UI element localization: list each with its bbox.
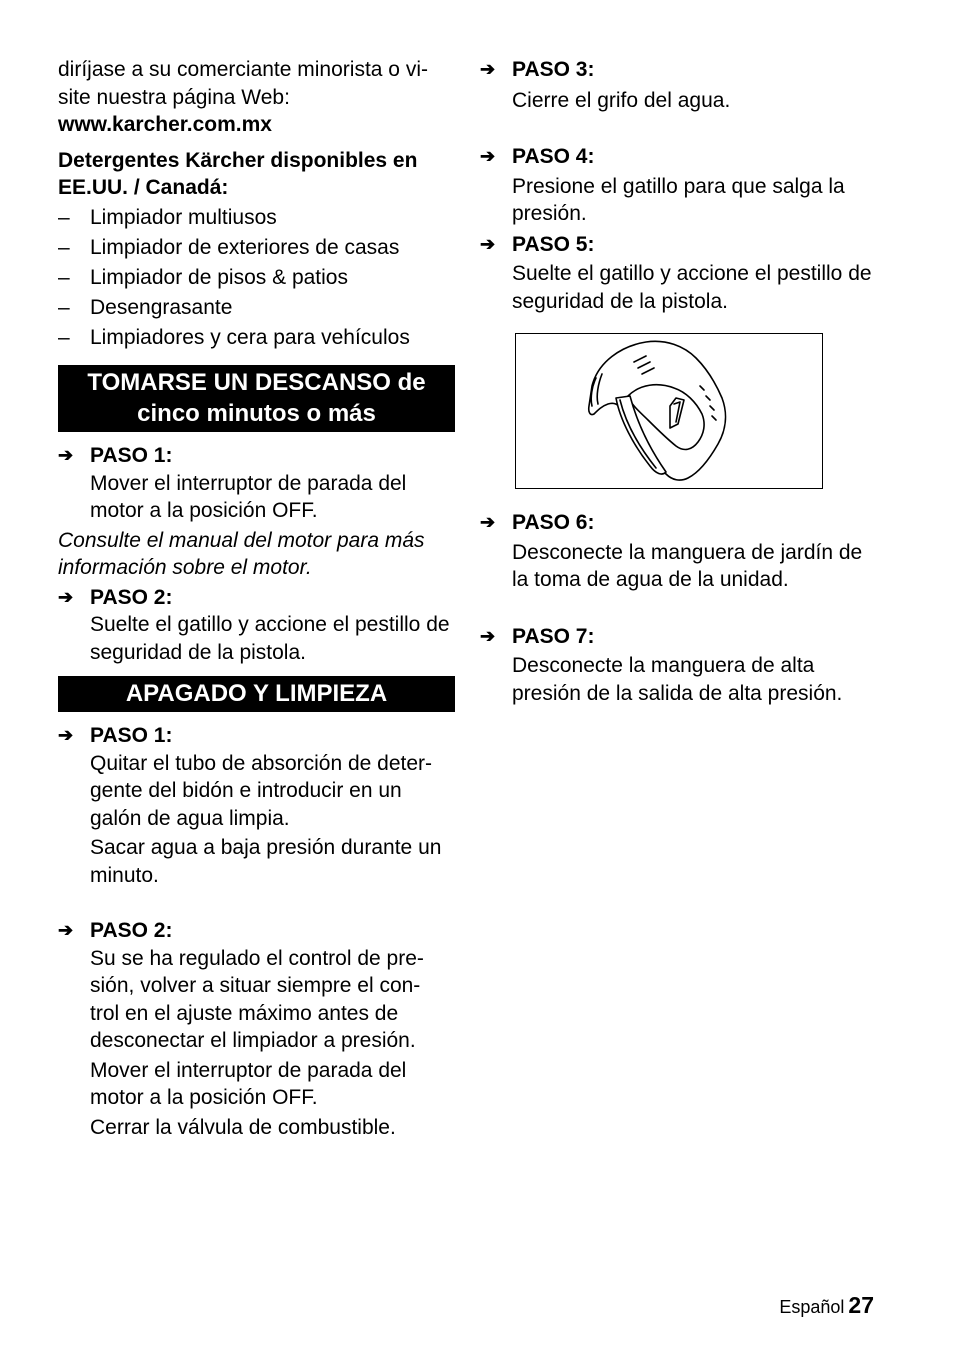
dash-mark: – bbox=[58, 205, 70, 229]
step-4: ➔ PASO 4: Presione el gatillo para que salga la presión. bbox=[480, 145, 845, 225]
step-7: ➔ PASO 7: Desconecte la manguera de alta presión de la salida de alta presión. bbox=[480, 624, 843, 705]
break-step-1: ➔ PASO 1: Mover el interruptor de parada del motor a la posición OFF. bbox=[58, 444, 407, 522]
list-item: – Limpiadores y cera para vehículos bbox=[58, 324, 455, 352]
arrow-right-icon: ➔ bbox=[480, 625, 496, 646]
website-link[interactable]: www.karcher.com.mx bbox=[58, 113, 272, 136]
list-item: – Limpiador de exteriores de casas bbox=[58, 234, 455, 262]
footer-language: Español bbox=[779, 1297, 845, 1317]
grip-line bbox=[642, 368, 654, 374]
grip-line bbox=[634, 356, 646, 362]
list-item: – Limpiador multiusos bbox=[58, 204, 455, 232]
spray-gun-illustration bbox=[515, 333, 823, 489]
step-5: ➔ PASO 5: Suelte el gatillo y accione el pestillo de seguridad de la pistola. bbox=[480, 232, 872, 313]
arrow-right-icon: ➔ bbox=[480, 146, 496, 166]
arrow-right-icon: ➔ bbox=[58, 725, 74, 745]
section-heading-shutdown: APAGADO Y LIMPIEZA bbox=[58, 676, 455, 712]
list-item: – Limpiador de pisos & patios bbox=[58, 264, 455, 292]
shutdown-step-2: ➔ PASO 2: Su se ha regulado el control de pre- sión, volver a situar siempre el con- trol en el ajuste máximo antes de desconectar el limpiador a presión. Mover el interruptor de parada del motor a la posición OFF. Cerrar la válvula de combustible. bbox=[58, 919, 424, 1139]
left-column bbox=[58, 56, 455, 1141]
arrow-right-icon: ➔ bbox=[480, 233, 496, 254]
arrow-right-icon: ➔ bbox=[58, 586, 74, 607]
trigger-lever bbox=[616, 396, 666, 474]
step-3: ➔ PASO 3: Cierre el grifo del agua. bbox=[480, 58, 731, 112]
dash-mark: – bbox=[58, 295, 70, 319]
arrow-right-icon: ➔ bbox=[58, 445, 74, 465]
arrow-right-icon: ➔ bbox=[480, 59, 496, 79]
right-column bbox=[480, 56, 880, 707]
spray-gun-handle-drawing bbox=[516, 334, 822, 488]
detergent-list bbox=[58, 204, 455, 352]
break-note: Consulte el manual del motor para más información sobre el motor. bbox=[58, 528, 425, 579]
dash-mark: – bbox=[58, 235, 70, 259]
break-step-2: ➔ PASO 2: Suelte el gatillo y accione el pestillo de seguridad de la pistola. bbox=[58, 585, 450, 664]
dash-mark: – bbox=[58, 265, 70, 289]
page-number: 27 bbox=[848, 1292, 874, 1318]
section-heading-break: TOMARSE UN DESCANSO de cinco minutos o más bbox=[58, 365, 455, 432]
grip-line bbox=[638, 362, 650, 368]
connector-edge bbox=[591, 378, 596, 406]
dash-mark: – bbox=[58, 325, 70, 349]
intro-text: diríjase a su comerciante minorista o vi- site nuestra página Web: bbox=[58, 58, 428, 109]
arrow-right-icon: ➔ bbox=[480, 512, 496, 532]
shutdown-step-1: ➔ PASO 1: Quitar el tubo de absorción de deter- gente del bidón e introducir en un galón de agua limpia. Sacar agua a baja presión durante un minuto. bbox=[58, 724, 442, 887]
list-item: – Desengrasante bbox=[58, 294, 455, 322]
detergents-heading: Detergentes Kärcher disponibles en EE.UU. / Canadá: bbox=[58, 148, 418, 199]
page-footer bbox=[779, 1292, 874, 1322]
connector-edge bbox=[597, 374, 602, 404]
step-6: ➔ PASO 6: Desconecte la manguera de jardín de la toma de agua de la unidad. bbox=[480, 511, 863, 591]
arrow-right-icon: ➔ bbox=[58, 920, 74, 940]
